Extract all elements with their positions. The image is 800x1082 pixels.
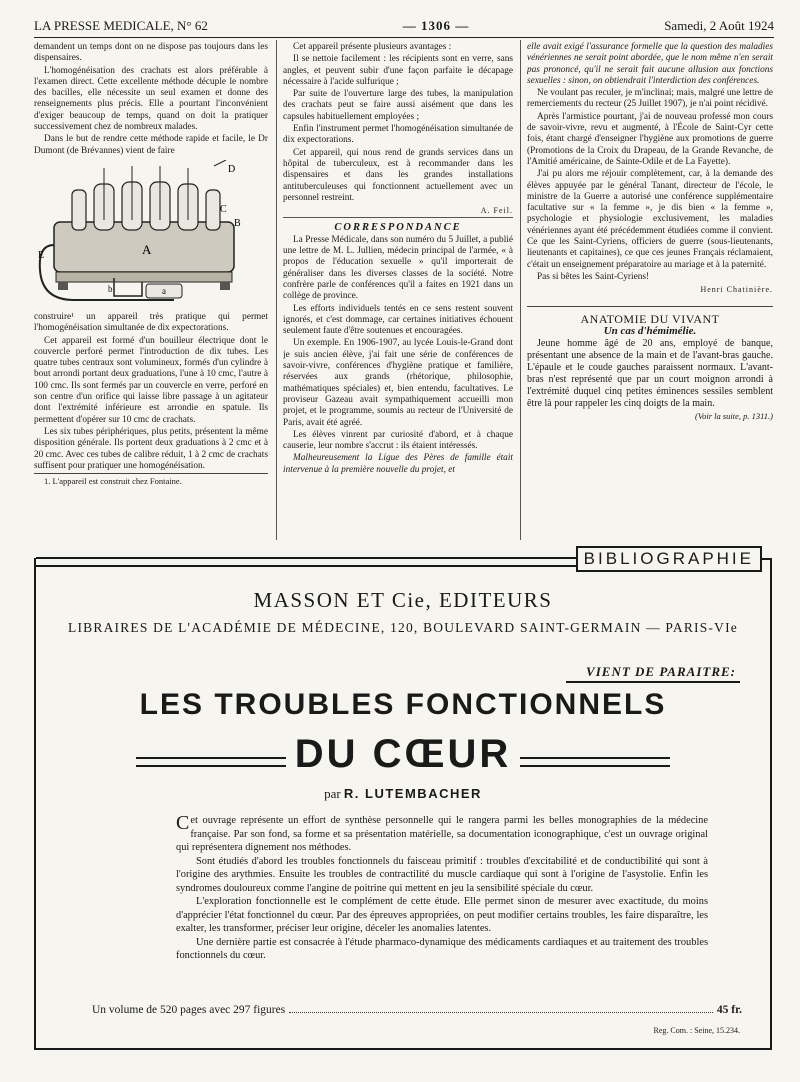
book-author	[36, 786, 770, 802]
volume-line	[92, 1004, 742, 1016]
column-rule	[276, 40, 277, 540]
column-3	[527, 42, 773, 542]
paragraph: Un exemple. En 1906-1907, au lycée Louis-le-Grand dont je suis ancien élève, j'ai fait une série de conférences de savoir-vivre, conférences d'hygiène pratique et familière, réservées aux grands (rhétorique, philosophie, mathématiques spéciales) et, bien entendu, facultatives. Le proviseur Gazeau avait sympathiquement accueilli mon projet, et le programme, soumis au recteur de l'Université de Paris, avait été agréé.	[283, 338, 513, 428]
paragraph: La Presse Médicale, dans son numéro du 5 Juillet, a publié une lettre de M. L. Jullien, médecin principal de l'armée, « à propos de l'éducation sexuelle » qu'il importerait de généraliser dans les diverses classes de la société. Notre confrère parle de conférences qu'il a faites en 1921 dans un collège de province.	[283, 234, 513, 302]
paragraph: Cet ouvrage représente un effort de synthèse personnelle qui le rangera parmi les belles monographies de la médecine française. Par son fond, sa forme et sa présentation matérielle, sa documentation iconographique, c'est un ouvrage original qui représentera dignement nos méthodes.	[176, 812, 708, 853]
registration-note: Reg. Com. : Seine, 15.234.	[653, 1026, 740, 1035]
paragraph: L'exploration fonctionnelle est le complément de cette étude. Elle permet sinon de mesurer avec exactitude, du moins d'apprécier l'état fonctionnel du cœur. Par des épreuves appropriées, on peut modifier certains troubles, les faire disparaître, les exalter, les transformer, préciser leur origine, déceler les anomalies latentes.	[176, 896, 708, 934]
paragraph: Après l'armistice pourtant, j'ai de nouveau professé mon cours de savoir-vivre, revu et augmenté, à l'École de Saint-Cyr cette fois, étant chargé d'enseigner l'hygiène aux promotions de guerre (Promotions de la Croix du Drapeau, de la Grande Revanche, de l'Amitié américaine, de Sainte-Odile et de La Fayette).	[527, 111, 773, 167]
book-price: 45 fr.	[716, 1004, 742, 1016]
paragraph: Jeune homme âgé de 20 ans, employé de banque, présentant une absence de la main et de l'avant-bras gauche. L'épaule et le coude gauches paraissent normaux. L'avant-bras n'est représenté que par un court moignon arrondi à l'extrémité duquel cinq petites éminences sessiles semblent être là pour rappeler les cinq doigts de la main.	[527, 338, 773, 410]
publisher-address: LIBRAIRES DE L'ACADÉMIE DE MÉDECINE, 120, BOULEVARD SAINT-GERMAIN — PARIS-VIe	[68, 620, 738, 635]
paragraph: Cet appareil est formé d'un bouilleur électrique dont le couvercle perforé permet l'introduction de dix tubes. Les quatre tubes centraux sont volumineux, formés d'un cylindre à bout arrondi portant deux graduations, l'une à 10 cmc, l'autre à 100 cmc. Ils sont fermés par un couvercle en verre, perforé en son centre d'un orifice qui laisse libre passage à un agitateur dont l'extrémité inférieure est arrondie en spatule. Ils permettent d'opérer sur 10 cmc de crachats.	[34, 335, 268, 425]
paragraph: Ne voulant pas reculer, je m'inclinai; mais, malgré une lettre de remerciements du recteur (25 Juillet 1907), je n'ai point récidivé.	[527, 88, 773, 110]
bibliography-box	[34, 549, 772, 1050]
column-2	[283, 42, 513, 542]
paragraph: J'ai pu alors me réjouir complètement, car, à la demande des élèves appuyée par le général Tanant, directeur de l'école, le ministre de la Guerre a autorisé une conférence supplémentaire facultative sur « la femme », je dis bien « la femme », psychologie et physiologie exclusivement, les maladies vénériennes ayant été précédemment étudiées comme il convient. Ce que les Saint-Cyriens, officiers de guerre (sous-lieutenants, lieutenants et capitaines), ce que ces jeunes Français réclamaient, c'était un enseignement préparatoire au mariage et à la paternité.	[527, 169, 773, 270]
paragraph: demandent un temps dont on ne dispose pas toujours dans les dispensaires.	[34, 42, 268, 64]
publisher-name: MASSON ET Cie, EDITEURS	[253, 588, 553, 612]
bibliography-banner: BIBLIOGRAPHIE	[576, 546, 762, 572]
book-title-line1: LES TROUBLES FONCTIONNELS	[139, 688, 667, 721]
paragraph: L'homogénéisation des crachats est alors préférable à l'examen direct. Cette excellente méthode décuple le nombre des bacilles, elle nécessite un seul examen et donne des renseignements plus précis. Elle a pourtant l'inconvénient d'exiger beaucoup de temps, quand on doit la pratiquer successivement chez de nombreux malades.	[34, 65, 268, 133]
paragraph: Cet appareil présente plusieurs avantages :	[293, 42, 452, 52]
anatomy-section	[527, 306, 773, 423]
paragraph: Par suite de l'ouverture large des tubes, la manipulation des crachats peut se faire aussi aisément que dans les capsules habituellement employées ;	[283, 89, 513, 122]
column-1	[34, 42, 268, 542]
article-signature: Henri Chatinière.	[700, 285, 773, 295]
apparatus-illustration	[34, 160, 266, 310]
paragraph: Dans le but de rendre cette méthode rapide et facile, le Dr Dumont (de Brévannes) vient de faire	[34, 134, 268, 156]
book-title-line2: DU CŒUR	[294, 732, 512, 776]
article-signature: A. Feil.	[480, 206, 513, 216]
footnote: 1. L'appareil est construit chez Fontaine.	[34, 473, 268, 487]
section-heading: CORRESPONDANCE	[283, 217, 513, 233]
continuation-ref: (Voir la suite, p. 1311.)	[695, 411, 773, 422]
column-rule	[520, 40, 521, 540]
figure-label: a	[162, 285, 166, 296]
page-number: — 1306 —	[402, 18, 470, 33]
figure-label: D	[228, 163, 236, 175]
paragraph: Malheureusement la Ligue des Pères de famille était intervenue à la première nouvelle du projet, et	[283, 453, 513, 475]
figure-label: B	[234, 217, 241, 229]
journal-title: LA PRESSE MEDICALE, N° 62	[34, 18, 208, 33]
volume-description: Un volume de 520 pages avec 297 figures	[92, 1004, 286, 1016]
banner-rule	[36, 557, 576, 567]
figure-label: b	[108, 283, 113, 294]
paragraph: Sont étudiés d'abord les troubles fonctionnels du faisceau primitif : troubles d'excitabilité et de conductibilité qui sont à l'origine des arythmies. Ensuite les troubles de contractilité du muscle cardiaque qui sont à l'origine de l'asystolie. Enfin les syndromes douloureux comme l'angine de poitrine qui mettent en jeu la sensibilité spéciale du cœur.	[176, 855, 708, 894]
running-header	[34, 6, 774, 38]
paragraph: Il se nettoie facilement : les récipients sont en verre, sans angles, et peuvent subir d'une façon parfaite le décapage nécessaire à l'acide sulfurique ;	[283, 54, 513, 87]
issue-date: Samedi, 2 Août 1924	[664, 18, 774, 33]
figure-label: E	[38, 249, 45, 261]
author-name: R. LUTEMBACHER	[343, 786, 482, 801]
section-heading: ANATOMIE DU VIVANT	[580, 311, 720, 326]
paragraph: Les élèves vinrent par curiosité d'abord, et à chaque causerie, leur nombre s'accrut : ils étaient intéressés.	[283, 429, 513, 452]
new-release-label: VIENT DE PARAITRE:	[566, 664, 740, 683]
paragraph: Les six tubes périphériques, plus petits, présentent la même disposition générale. Ils portent deux graduations à 2 cmc et à 20 cmc. Avec ces tubes de calibre réduit, 1 à 2 cmc de crachats suffisent pour pratiquer une homogénéisation.	[34, 426, 268, 471]
book-description	[176, 814, 708, 963]
figure-label: C	[220, 203, 227, 215]
figure-label: A	[142, 241, 152, 257]
section-subheading: Un cas d'hémimélie.	[603, 324, 697, 337]
paragraph: Une dernière partie est consacrée à l'étude pharmaco-dynamique des médicaments cardiaques et au traitement des troubles fonctionnels du cœur.	[176, 936, 708, 961]
paragraph: Cet appareil, qui nous rend de grands services dans un hôpital de tuberculeux, est à recommander dans les dispensaires et dans les grandes installations antituberculeuses qui fonctionnent actuellement avec un personnel restreint.	[283, 147, 513, 203]
paragraph: Pas si bêtes les Saint-Cyriens!	[537, 271, 650, 282]
leader-dots	[289, 1011, 713, 1013]
paragraph: Les efforts individuels tentés en ce sens restent souvent ignorés, et c'est dommage, car certaines initiatives échouent seulement faute d'être soutenues et encouragées.	[283, 303, 513, 337]
paragraph: elle avait exigé l'assurance formelle que la question des maladies vénériennes ne serait point abordée, que le nom même n'en serait pas prononcé, qu'il ne serait fait aucune allusion aux fonctions sexuelles : sinon, on obtiendrait l'interdiction des conférences.	[527, 42, 773, 86]
author-prefix: par	[324, 786, 341, 801]
paragraph: Enfin l'instrument permet l'homogénéisation simultanée de dix expectorations.	[283, 124, 513, 146]
paragraph: construire¹ un appareil très pratique qui permet l'homogénéisation simultanée de dix expectorations.	[34, 311, 268, 334]
